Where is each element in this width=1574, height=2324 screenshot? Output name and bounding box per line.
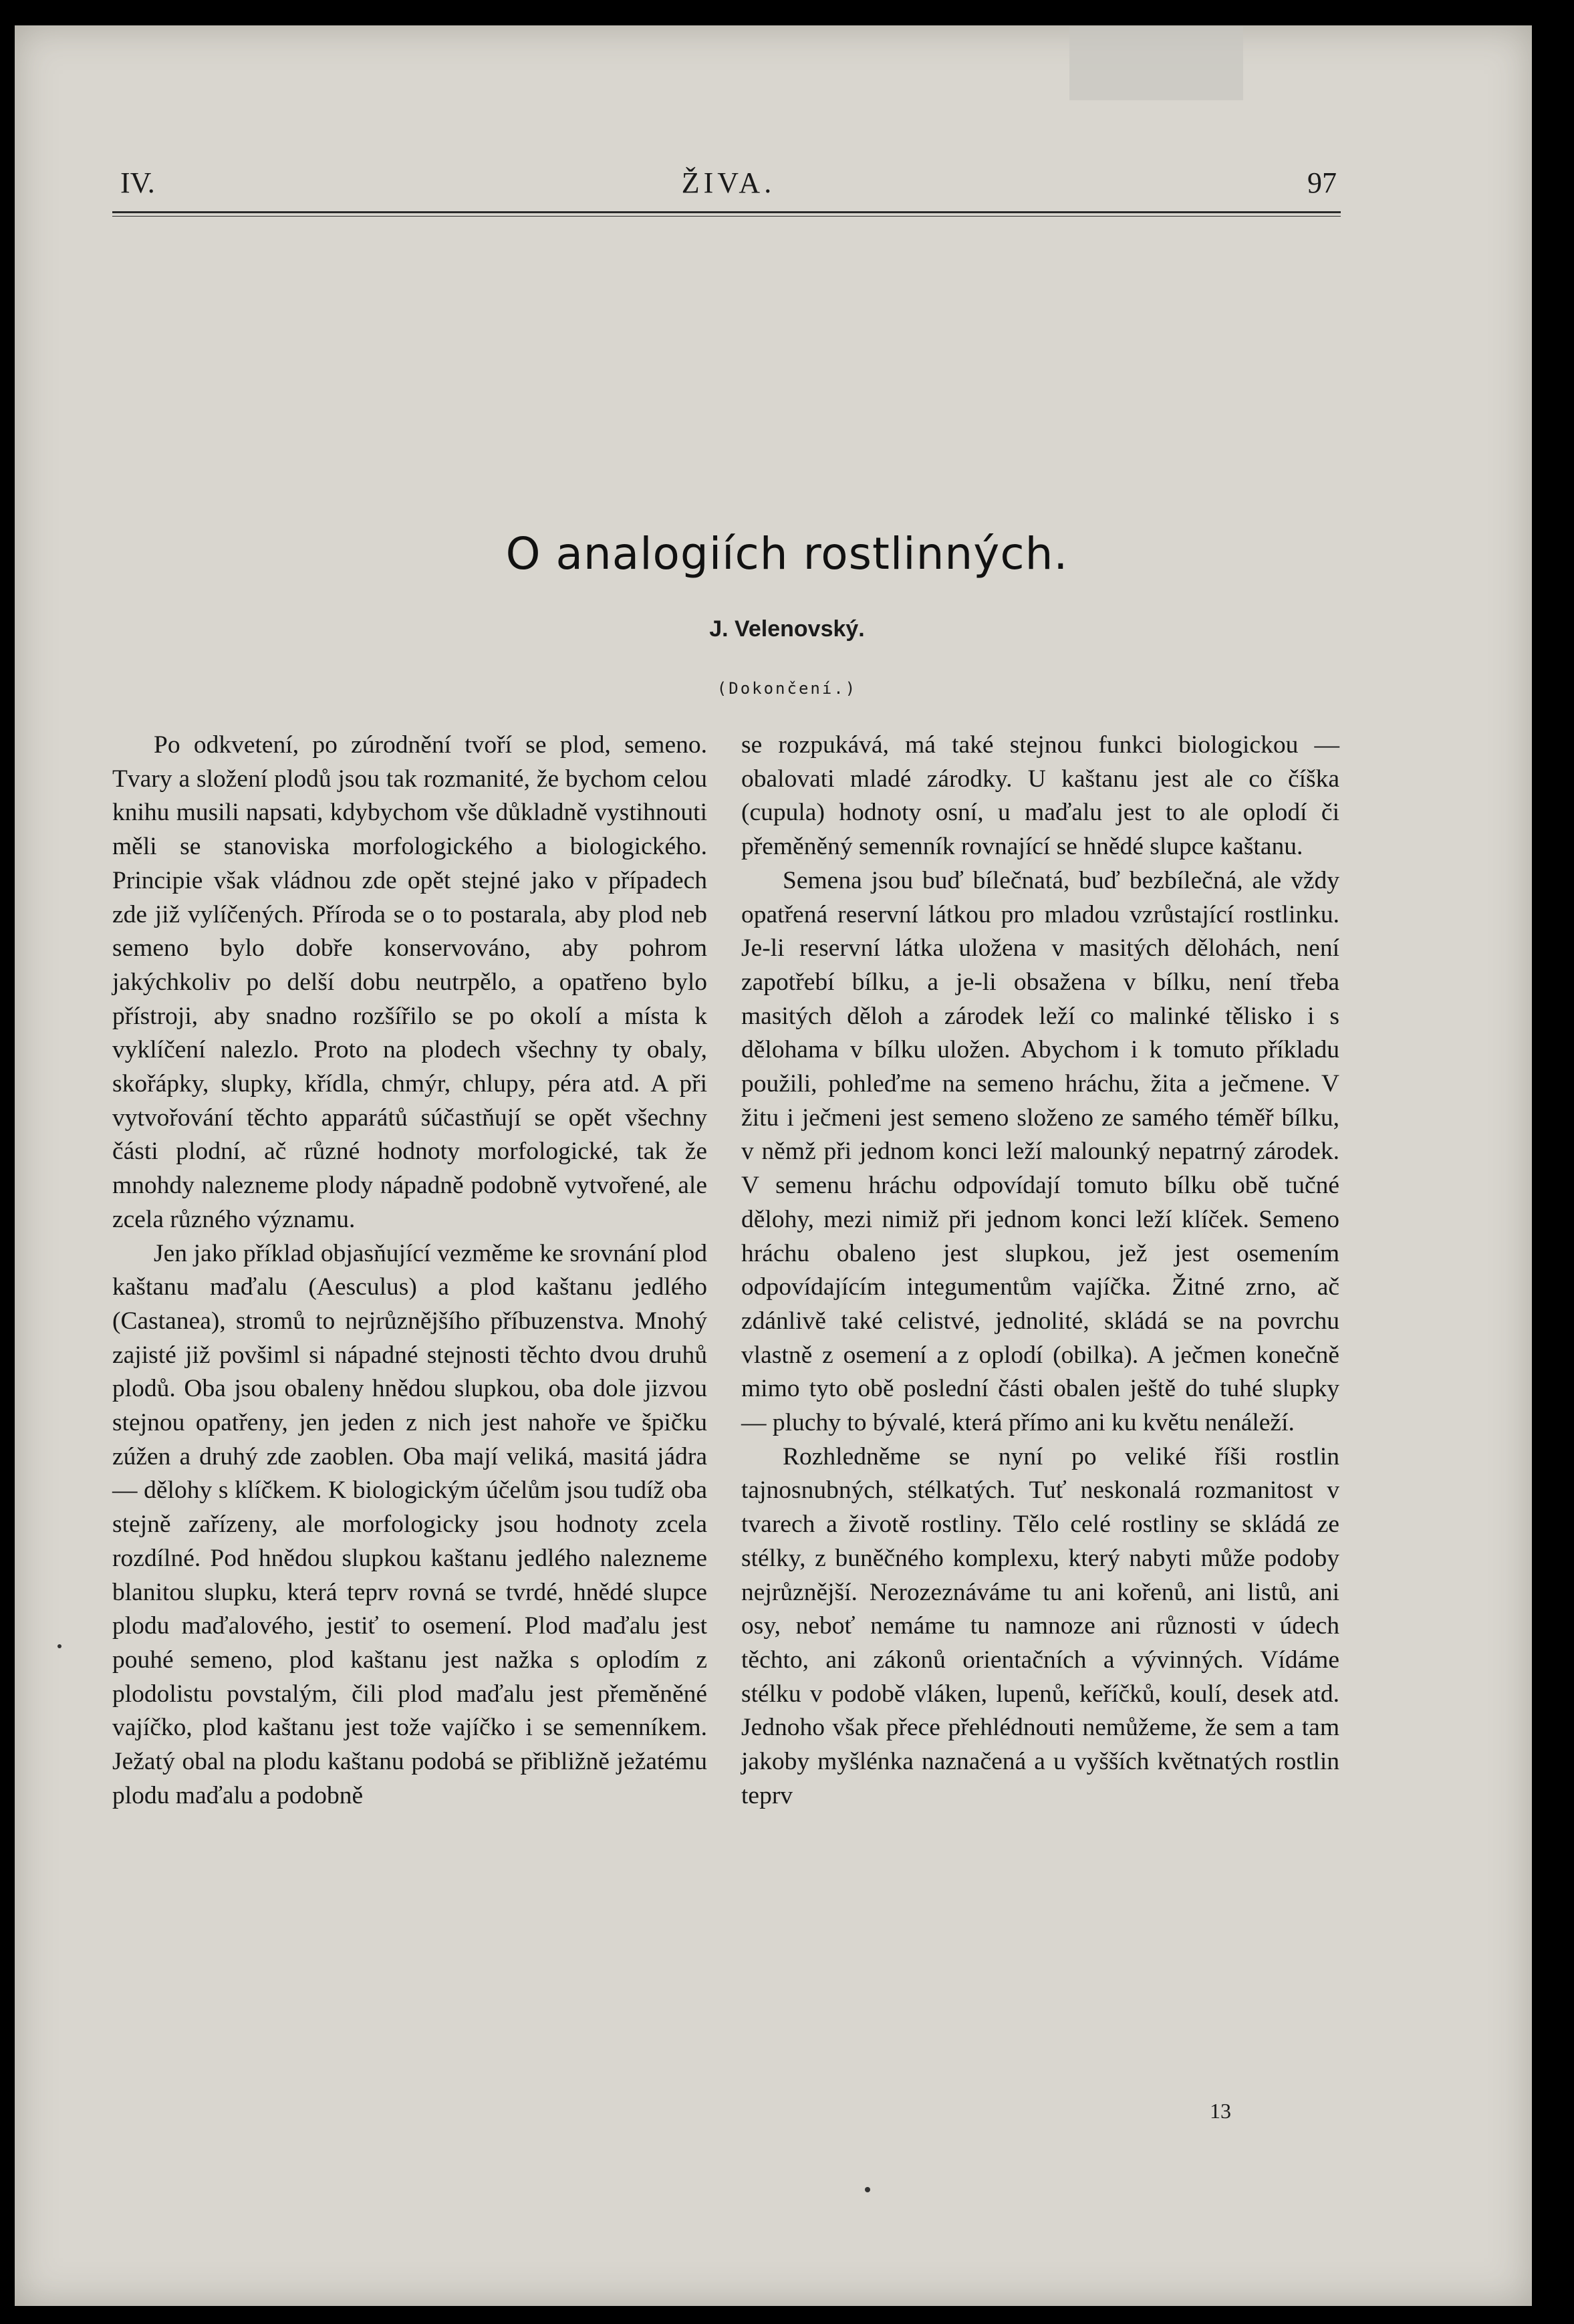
- article-title: O analogiích rostlinných.: [505, 528, 1069, 579]
- header-rule: [112, 211, 1341, 213]
- signature-mark: 13: [1210, 2099, 1231, 2123]
- header-rule-thin: [112, 216, 1341, 217]
- ink-speck: [57, 1644, 61, 1648]
- ink-speck: [865, 2187, 870, 2192]
- journal-name: ŽIVA.: [681, 166, 776, 199]
- paragraph: Po odkvetení, po zúrodnění tvoří se plod, semeno. Tvary a složení plodů jsou tak rozmanité, že bychom celou knihu musili napsati, kdybychom vše důkladně vystihnouti měli se stanoviska morfologického a biologického. Principie však vládnou zde opět stejné jako v případech zde již vylíčených. Příroda se o to postarala, aby plod neb semeno bylo dobře konservováno, aby pohrom jakýchkoliv po delší dobu neutrpělo, a opatřeno bylo přístroji, aby snadno rozšířilo se po okolí a místa k vyklíčení nalezlo. Proto na plodech všechny ty obaly, skořápky, slupky, křídla, chmýr, chlupy, péra atd. A při vytvořování těchto apparátů súčastňují se opět všechny části plodní, ač různé hodnoty morfologické, tak že mnohdy nalezneme plody nápadně podobně vytvořené, ale zcela různého významu.: [112, 731, 707, 1233]
- paragraph: Jen jako příklad objasňující vezměme ke srovnání plod kaštanu maďalu (Aesculus) a plod kaštanu jedlého (Castanea), stromů to nejrůznějšího příbuzenstva. Mnohý zajisté již povšiml si nápadné stejnosti těchto dvou druhů plodů. Oba jsou obaleny hnědou slupkou, oba dole jizvou stejnou opatřeny, jen jeden z nich jest nahoře ve špičku zúžen a druhý zde zaoblen. Oba mají veliká, masitá jádra — dělohy s klíčkem. K biologickým účelům jsou tudíž oba stejně zařízeny, ale morfologicky jsou hodnoty zcela rozdílné. Pod hnědou slupkou kaštanu jedlého nalezneme blanitou slupku, která teprv rovná se tvrdé, hnědé slupce plodu maďalového, jestiť to osemení. Plod maďalu jest pouhé semeno, plod kaštanu jest nažka s oplodím z plodolistu povstalým, čili plod maďalu jest přeměněné vajíčko, plod kaštanu jest tože vajíčko i se semenníkem. Ježatý obal na plodu kaštanu podobá se přibližně ježatému plodu maďalu a podobně: [112, 1239, 707, 1809]
- paragraph: Semena jsou buď bílečnatá, buď bezbílečná, ale vždy opatřená reservní látkou pro mladou vzrůstající rostlinku. Je-li reservní látka uložena v masitých dělohách, není zapotřebí bílku, a je-li obsažena v bílku, není třeba masitých děloh a zárodek leží co malinké tělisko i s dělohama v bílku uložen. Abychom i k tomuto příkladu použili, pohleďme na semeno hráchu, žita a ječmene. V žitu i ječmeni jest semeno složeno ze samého téměř bílku, v němž při jednom konci leží malounký nepatrný zárodek. V semenu hráchu odpovídají tomuto bílku obě tučné dělohy, mezi nimiž při jednom konci leží klíček. Semeno hráchu obaleno jest slupkou, jež jest osemením odpovídajícím integumentům vajíčka. Žitné zrno, ač zdánlivě také celistvé, jednolité, skládá se na povrchu vlastně z osemení a z oplodí (obilka). A ječmen konečně mimo tyto obě poslední části obalen ještě do tuhé slupky — pluchy to bývalé, která přímo ani ku květu nenáleží.: [741, 866, 1339, 1437]
- running-header: [120, 166, 1337, 206]
- paragraph: se rozpukává, má také stejnou funkci biologickou — obalovati mladé zárodky. U kaštanu jest ale co číška (cupula) hodnoty osní, u maďalu jest to ale oplodí či přeměněný semenník rovnající se hnědé slupce kaštanu.: [741, 731, 1339, 861]
- page-number: 97: [1307, 166, 1337, 199]
- left-column: [112, 729, 707, 1813]
- continuation-note: (Dokončení.): [716, 679, 858, 698]
- paragraph: Rozhledněme se nyní po veliké říši rostlin tajnosnubných, stélkatých. Tuť neskonalá rozmanitost v tvarech a životě rostliny. Tělo celé rostliny se skládá ze stélky, z buněčného komplexu, který nabyti může podoby nejrůznější. Nerozeznáváme tu ani kořenů, ani listů, ani osy, neboť nemáme tu namnoze ani různosti v údech těchto, ani zákonů orientačních a vývinných. Vídáme stélku v podobě vláken, lupenů, keříčků, koulí, desek atd. Jednoho však přece přehlédnouti nemůžeme, že sem a tam jakoby myšlénka naznačená a u vyšších květnatých rostlin teprv: [741, 1442, 1339, 1809]
- right-column: [741, 729, 1339, 1813]
- article-author: J. Velenovský.: [709, 616, 865, 642]
- volume-number: IV.: [120, 166, 155, 199]
- paper-tape-mark: [1069, 27, 1243, 100]
